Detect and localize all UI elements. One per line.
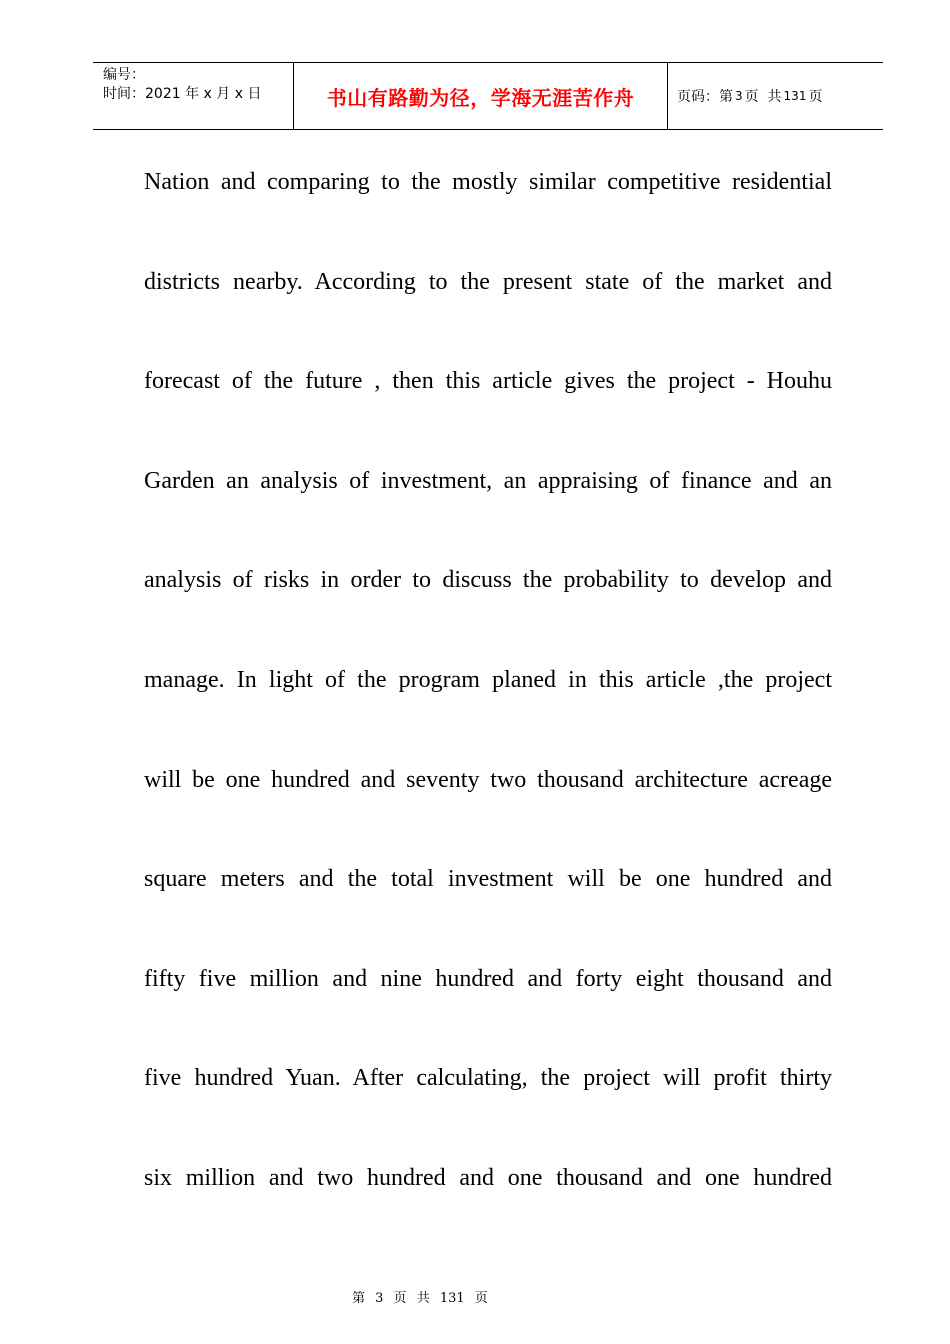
footer-total-unit: 页 (474, 1291, 488, 1306)
footer-total-prefix: 共 (416, 1291, 430, 1306)
footer-prefix: 第 (352, 1291, 366, 1306)
footer-total-pages: 131 (439, 1291, 465, 1306)
total-label: 共 (767, 89, 782, 105)
page-header (93, 62, 883, 130)
header-motto: 书山有路勤为径，学海无涯苦作舟 (294, 63, 668, 129)
body-line: forecast of the future , then this article gives the project - Houhu (144, 368, 832, 395)
page-label: 页码：第 (677, 89, 733, 105)
body-line: Garden an analysis of investment, an appraising of finance and an (144, 467, 832, 494)
footer-current-page: 3 (375, 1291, 384, 1306)
time-year-unit: 年 (185, 86, 200, 102)
time-day: x (234, 86, 244, 102)
body-line: will be one hundred and seventy two thousand architecture acreage (144, 766, 832, 793)
time-month-unit: 月 (216, 86, 231, 102)
body-line: manage. In light of the program planed in this article ,the project (144, 666, 832, 693)
body-line: five hundred Yuan. After calculating, the project will profit thirty (144, 1065, 832, 1092)
time-label: 时间： (103, 86, 145, 102)
page-total: 131 (783, 89, 807, 103)
footer-page-unit: 页 (393, 1291, 407, 1306)
time-day-unit: 日 (247, 86, 262, 102)
body-line: square meters and the total investment will be one hundred and (144, 866, 832, 893)
body-line: districts nearby. According to the present state of the market and (144, 268, 832, 295)
body-line: Nation and comparing to the mostly similar competitive residential (144, 169, 832, 195)
time-line (103, 85, 293, 104)
page-current: 3 (735, 89, 743, 103)
time-month: x (203, 86, 212, 102)
header-meta-cell (93, 63, 294, 129)
time-year: 2021 (145, 86, 181, 102)
page-unit: 页 (744, 89, 759, 105)
body-paragraph (144, 163, 832, 1259)
header-page-info (668, 63, 883, 129)
page-footer (0, 1287, 950, 1306)
body-line: six million and two hundred and one thousand and one hundred (144, 1164, 832, 1191)
body-line: fifty five million and nine hundred and forty eight thousand and (144, 965, 832, 992)
serial-number-label: 编号： (103, 67, 145, 83)
body-line: analysis of risks in order to discuss the probability to develop and (144, 567, 832, 594)
total-unit: 页 (808, 89, 823, 105)
